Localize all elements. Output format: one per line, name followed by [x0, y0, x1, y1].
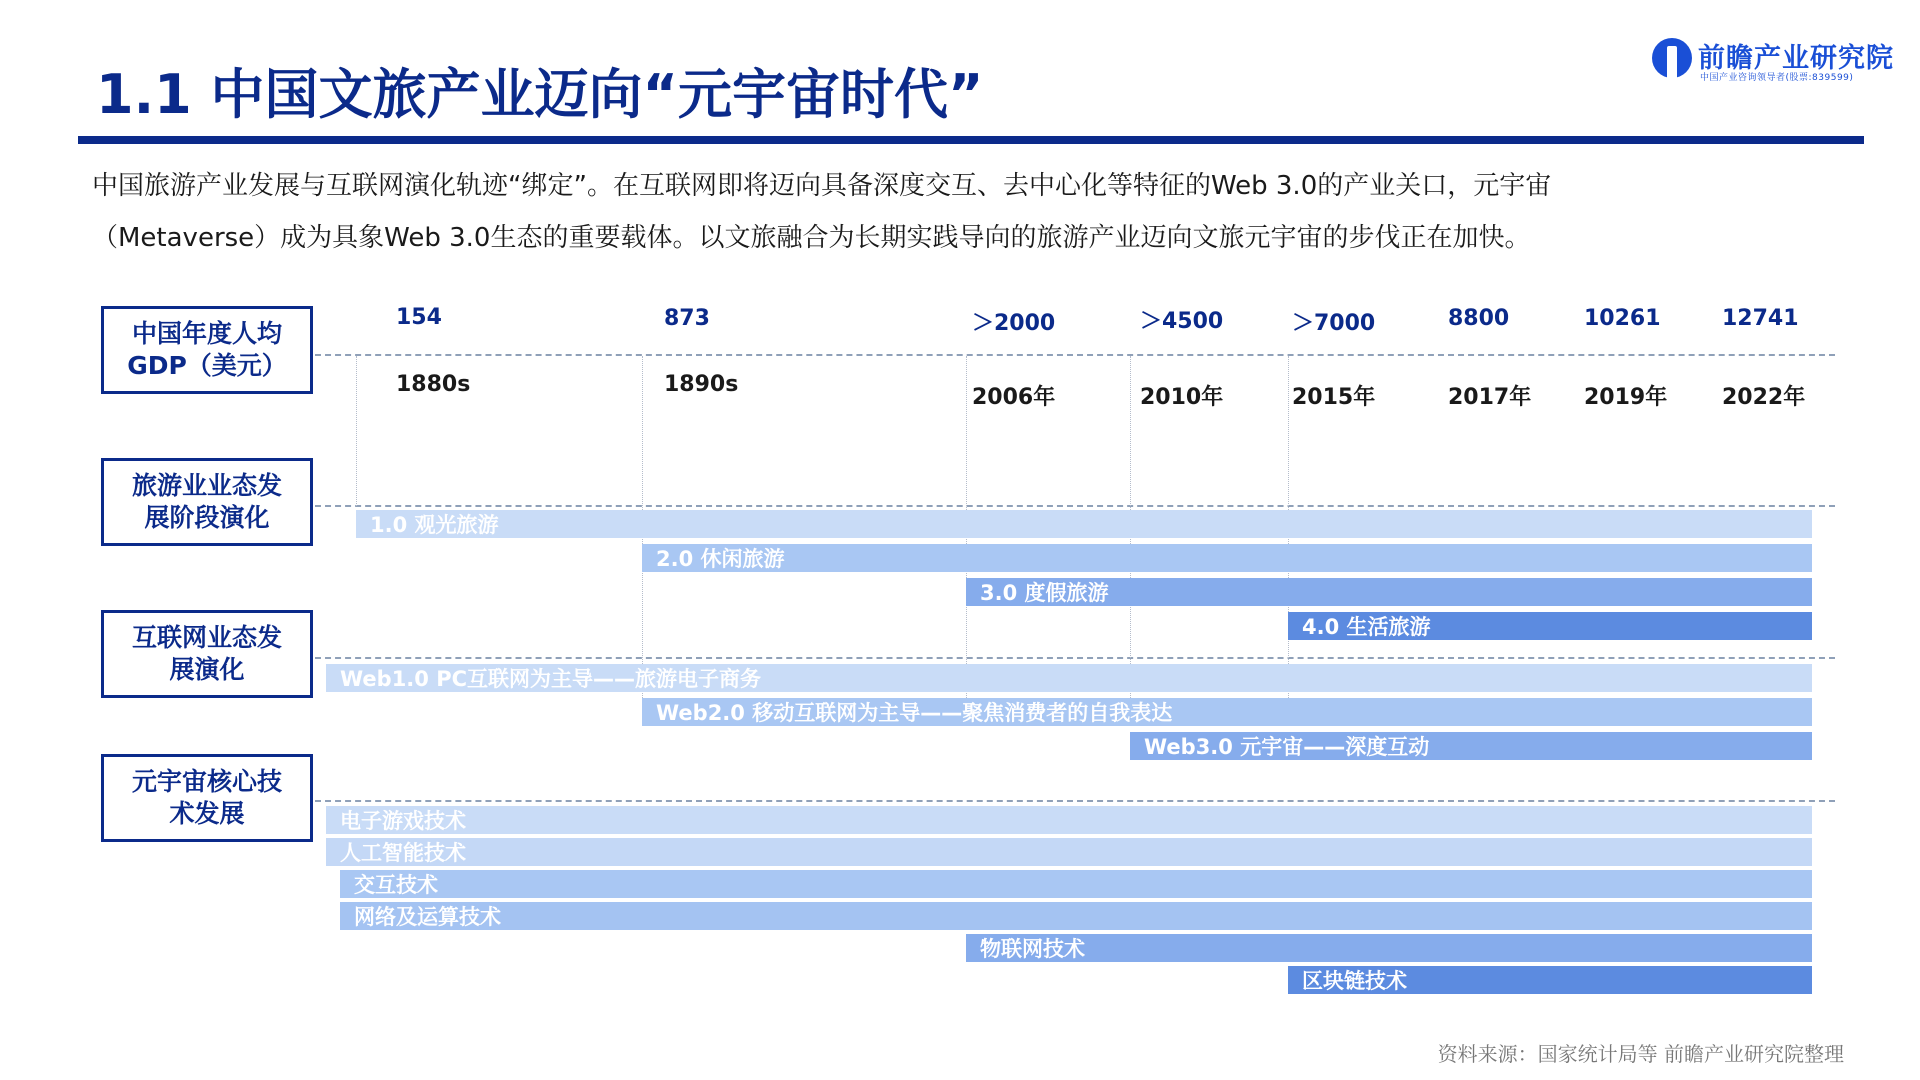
tech-bar: 交互技术: [340, 870, 1812, 898]
tech-bar: 网络及运算技术: [340, 902, 1812, 930]
period-year: 1890s: [664, 372, 739, 397]
separator-gdp: [315, 354, 1835, 356]
intro-line-2: （Metaverse）成为具象Web 3.0生态的重要载体。以文旅融合为长期实践导向的旅游产业迈向文旅元宇宙的步伐正在加快。: [92, 223, 1531, 253]
internet-stage-bar: Web3.0 元宇宙——深度互动: [1130, 732, 1812, 760]
row-label-line: 术发展: [169, 799, 245, 828]
title-divider: [78, 136, 1864, 144]
tourism-stage-bar: 4.0 生活旅游: [1288, 612, 1812, 640]
period-year: 2006年: [972, 385, 1056, 410]
tourism-stage-bar: 1.0 观光旅游: [356, 510, 1812, 538]
gdp-value: ＞4500: [1140, 309, 1224, 334]
logo-icon: [1652, 38, 1692, 78]
period-year: 2010年: [1140, 385, 1224, 410]
page-title: 1.1 中国文旅产业迈向“元宇宙时代”: [96, 63, 984, 126]
row-label-line: 互联网业态发: [131, 623, 282, 652]
intro-line-1: 中国旅游产业发展与互联网演化轨迹“绑定”。在互联网即将迈向具备深度交互、去中心化等特征的Web 3.0的产业关口，元宇宙: [92, 171, 1552, 201]
logo-name: 前瞻产业研究院: [1698, 43, 1894, 74]
intro-paragraph: [92, 160, 1812, 264]
row-label-tourism: [101, 458, 313, 546]
gdp-value: 8800: [1448, 306, 1510, 331]
brand-logo: [1652, 36, 1894, 86]
gdp-value: 12741: [1722, 306, 1799, 331]
row-label-line: 展演化: [169, 655, 245, 684]
separator-tourism: [315, 505, 1835, 507]
row-label-internet: [101, 610, 313, 698]
tech-bar: 人工智能技术: [326, 838, 1812, 866]
internet-stage-bar: Web1.0 PC互联网为主导——旅游电子商务: [326, 664, 1812, 692]
period-year: 1880s: [396, 372, 471, 397]
row-label-line: 中国年度人均: [131, 319, 282, 348]
separator-internet: [315, 657, 1835, 659]
row-label-line: GDP（美元）: [127, 351, 287, 380]
period-gridline: [356, 356, 357, 506]
gdp-value: ＞7000: [1292, 311, 1376, 336]
row-label-line: 展阶段演化: [144, 503, 270, 532]
gdp-value: ＞2000: [972, 311, 1056, 336]
tech-bar: 电子游戏技术: [326, 806, 1812, 834]
tourism-stage-bar: 2.0 休闲旅游: [642, 544, 1812, 572]
tourism-stage-bar: 3.0 度假旅游: [966, 578, 1812, 606]
row-label-line: 元宇宙核心技: [131, 767, 282, 796]
separator-metaverse: [315, 800, 1835, 802]
gdp-value: 154: [396, 305, 442, 330]
row-label-gdp: [101, 306, 313, 394]
period-year: 2022年: [1722, 385, 1806, 410]
gdp-value: 873: [664, 306, 710, 331]
internet-stage-bar: Web2.0 移动互联网为主导——聚焦消费者的自我表达: [642, 698, 1812, 726]
source-note: 资料来源：国家统计局等 前瞻产业研究院整理: [1437, 1042, 1844, 1066]
row-label-line: 旅游业业态发: [131, 471, 282, 500]
row-label-metaverse: [101, 754, 313, 842]
period-year: 2019年: [1584, 385, 1668, 410]
logo-subtitle: 中国产业咨询领导者(股票:839599): [1700, 73, 1854, 83]
period-year: 2017年: [1448, 385, 1532, 410]
gdp-value: 10261: [1584, 306, 1661, 331]
tech-bar: 物联网技术: [966, 934, 1812, 962]
period-year: 2015年: [1292, 385, 1376, 410]
tech-bar: 区块链技术: [1288, 966, 1812, 994]
